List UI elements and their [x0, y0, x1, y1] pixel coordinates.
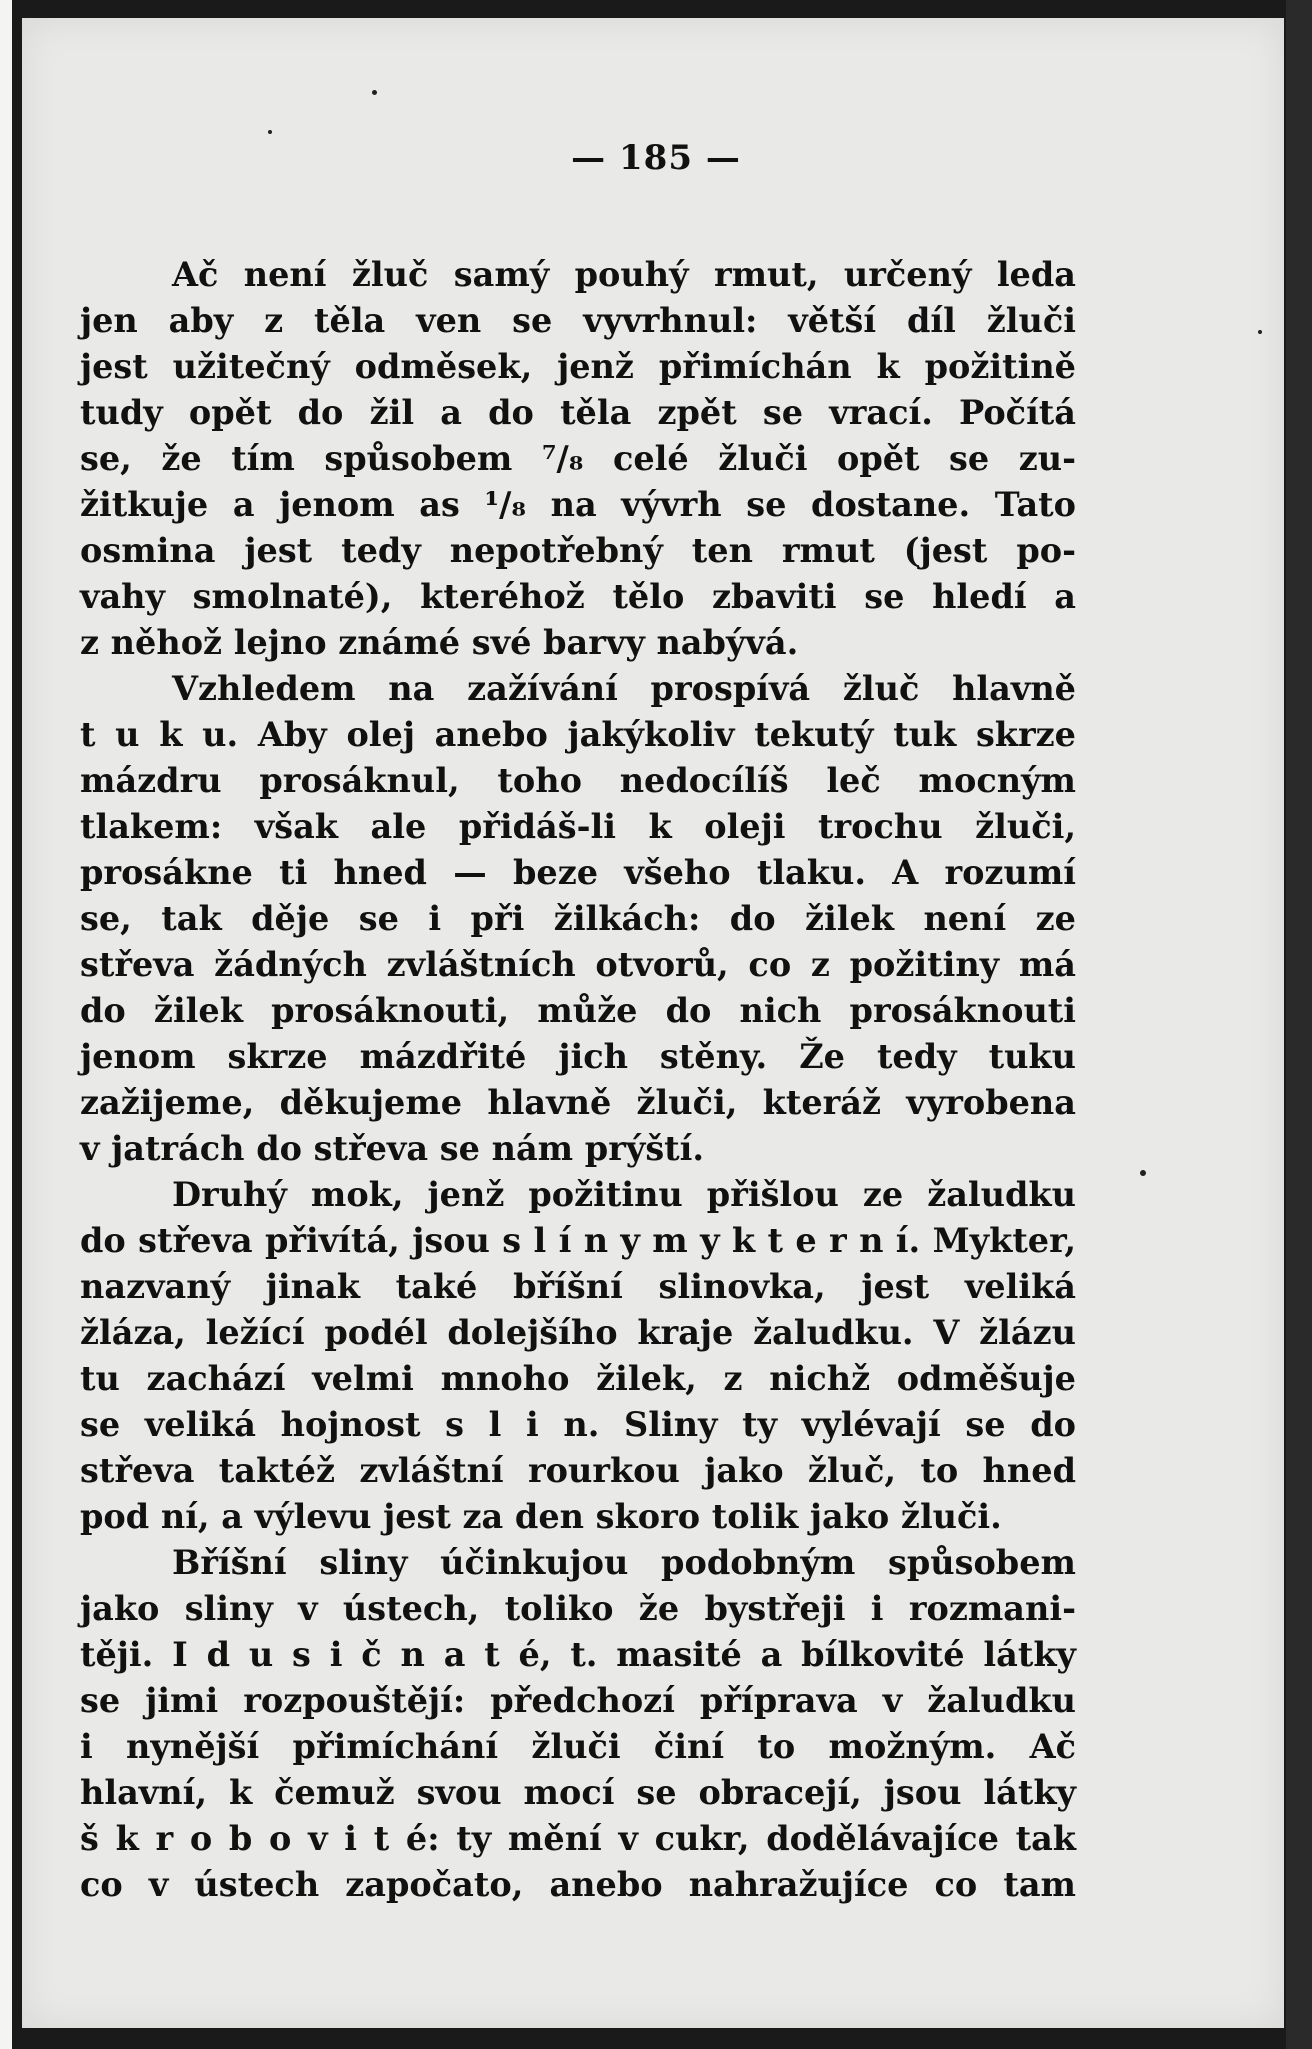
text-line: hlavní, k čemuž svou mocí se obracejí, jsou látky: [80, 1773, 1076, 1812]
text-line: žitkuje a jenom as ¹/₈ na vývrh se dostane. Tato: [80, 485, 1076, 524]
text-line: jenom skrze mázdřité jich stěny. Že tedy tuku: [80, 1037, 1076, 1076]
text-line: se veliká hojnost s l i n. Sliny ty vylévají se do: [80, 1405, 1076, 1444]
text-line: zažijeme, děkujeme hlavně žluči, kteráž vyrobena: [80, 1083, 1076, 1122]
text-line: se, že tím spůsobem ⁷/₈ celé žluči opět se zu-: [80, 439, 1076, 478]
text-line: pod ní, a výlevu jest za den skoro tolik jako žluči.: [80, 1497, 1002, 1536]
text-line: prosákne ti hned — beze všeho tlaku. A rozumí: [80, 853, 1076, 892]
text-line: Druhý mok, jenž požitinu přišlou ze žaludku: [172, 1175, 1076, 1214]
text-line: tu zachází velmi mnoho žilek, z nichž odměšuje: [80, 1359, 1076, 1398]
text-line: v jatrách do střeva se nám prýští.: [80, 1129, 705, 1168]
text-line: t u k u. Aby olej anebo jakýkoliv tekutý tuk skrze: [80, 715, 1076, 754]
text-line: střeva taktéž zvláštní rourkou jako žluč, to hned: [80, 1451, 1076, 1490]
text-line: jest užitečný odměsek, jenž přimíchán k požitině: [80, 347, 1076, 386]
text-line: se jimi rozpouštějí: předchozí příprava v žaludku: [80, 1681, 1076, 1720]
text-line: těji. I d u s i č n a t é, t. masité a bílkovité látky: [80, 1635, 1076, 1674]
page-left-edge: [0, 0, 12, 2049]
text-line: Vzhledem na zažívání prospívá žluč hlavně: [172, 669, 1076, 708]
text-line: vahy smolnaté), kteréhož tělo zbaviti se hledí a: [80, 577, 1076, 616]
text-line: nazvaný jinak také bříšní slinovka, jest veliká: [80, 1267, 1076, 1306]
text-line: do žilek prosáknouti, může do nich prosáknouti: [80, 991, 1076, 1030]
body-text: [80, 252, 1076, 1908]
text-line: se, tak děje se i při žilkách: do žilek není ze: [80, 899, 1076, 938]
text-line: Bříšní sliny účinkujou podobným spůsobem: [172, 1543, 1076, 1582]
text-line: jen aby z těla ven se vyvrhnul: větší díl žluči: [80, 301, 1076, 340]
text-line: osmina jest tedy nepotřebný ten rmut (jest po-: [80, 531, 1076, 570]
text-line: Ač není žluč samý pouhý rmut, určený leda: [172, 255, 1076, 294]
text-line: do střeva přivítá, jsou s l í n y m y k t e r n í. Mykter,: [80, 1221, 1076, 1260]
page-number: — 185 —: [571, 138, 741, 178]
print-speck: [1258, 330, 1262, 334]
text-line: tudy opět do žil a do těla zpět se vrací. Počítá: [80, 393, 1076, 432]
print-speck: [372, 90, 377, 95]
text-line: š k r o b o v i t é: ty mění v cukr, dodělávajíce tak: [80, 1819, 1076, 1858]
print-speck: [1140, 1170, 1146, 1176]
text-line: tlakem: však ale přidáš-li k oleji trochu žluči,: [80, 807, 1076, 846]
text-line: střeva žádných zvláštních otvorů, co z požitiny má: [80, 945, 1076, 984]
text-line: mázdru prosáknul, toho nedocílíš leč mocným: [80, 761, 1076, 800]
text-line: co v ústech započato, anebo nahražujíce co tam: [80, 1865, 1076, 1904]
text-line: z něhož lejno známé své barvy nabývá.: [80, 623, 799, 662]
text-line: žláza, ležící podél dolejšího kraje žaludku. V žlázu: [80, 1313, 1076, 1352]
text-line: i nynější přimíchání žluči činí to možným. Ač: [80, 1727, 1076, 1766]
text-line: jako sliny v ústech, toliko že bystřeji i rozmani-: [80, 1589, 1076, 1628]
page-right-edge: [1286, 0, 1312, 2049]
print-speck: [268, 130, 272, 134]
